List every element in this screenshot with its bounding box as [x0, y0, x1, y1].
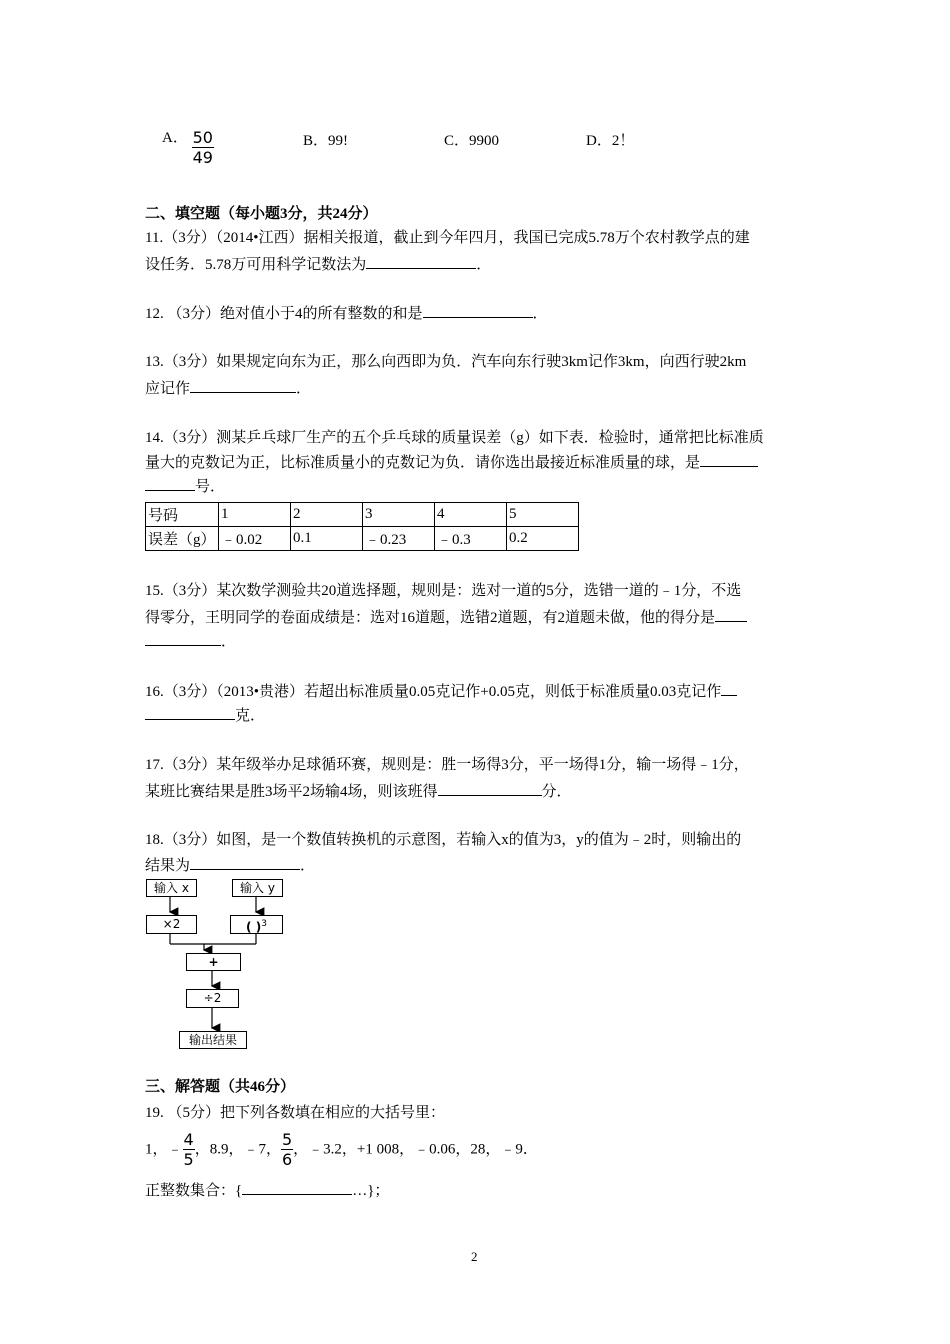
q15-text: 得零分，王明同学的卷面成绩是：选对16道题，选错2道题，有2道题未做，他的得分是	[145, 610, 716, 626]
cube-box	[230, 915, 283, 934]
q19-set-label: 正整数集合：{	[145, 1183, 243, 1199]
q11-line1: 11.（3分）（2014•江西）据相关报道，截止到今年四月，我国已完成5.78万个农村教学点的建	[145, 230, 750, 246]
q19-seq-b: ，8.9，﹣7，	[194, 1141, 281, 1158]
choice-a-numerator: 50	[192, 128, 213, 147]
times2-box	[146, 915, 197, 934]
q16-text: 16.（3分）（2013•贵港）若超出标准质量0.05克记作+0.05克，则低于标准质量0.03克记作	[145, 684, 722, 700]
input-x-label: 输入 x	[154, 881, 189, 895]
cube-label: ( )	[246, 920, 262, 934]
table-cell: ﹣0.3	[435, 527, 507, 551]
q19-fraction-1	[183, 1130, 195, 1169]
q18-text: 结果为	[145, 858, 191, 874]
q19-seq-c: ，﹣3.2，+1 008，﹣0.06，28，﹣9．	[293, 1141, 538, 1158]
q17-end: 分．	[541, 784, 572, 800]
table-cell: ﹣0.02	[219, 527, 291, 551]
div2-box	[186, 989, 239, 1008]
cube-exponent: 3	[261, 919, 267, 929]
section2-title: 二、填空题（每小题3分，共24分）	[145, 206, 378, 222]
table-cell: 0.2	[507, 527, 579, 551]
q12-text: 12. （3分）绝对值小于4的所有整数的和是	[145, 306, 423, 322]
choice-c: C．9900	[444, 133, 500, 149]
q14-line1: 14.（3分）测某乒乓球厂生产的五个乒乓球的质量误差（g）如下表．检验时，通常把比标准质	[145, 430, 764, 446]
input-y-label: 输入 y	[240, 881, 275, 895]
table-cell: 5	[507, 503, 579, 527]
q19-set-line	[145, 1180, 389, 1201]
choice-b: B．99!	[303, 133, 349, 149]
table-cell: 3	[363, 503, 435, 527]
choice-a-denominator: 49	[192, 148, 213, 167]
q19-line1: 19. （5分）把下列各数填在相应的大括号里：	[145, 1105, 446, 1121]
plus-label: +	[208, 955, 219, 969]
q18-end: ．	[300, 858, 316, 874]
q13-end: ．	[296, 381, 312, 397]
choice-a-label: A．	[162, 130, 188, 146]
q11-text: 设任务．5.78万可用科学记数法为	[145, 257, 367, 273]
table-cell: ﹣0.23	[363, 527, 435, 551]
q17-text: 某班比赛结果是胜3场平2场输4场，则该班得	[145, 784, 438, 800]
q12-end: ．	[532, 306, 548, 322]
input-x-box	[146, 879, 197, 897]
section3-title: 三、解答题（共46分）	[145, 1079, 296, 1095]
table-cell: 2	[291, 503, 363, 527]
table-cell: 4	[435, 503, 507, 527]
q19-fraction-2	[281, 1130, 293, 1169]
output-box	[179, 1031, 247, 1049]
q15-line1: 15.（3分）某次数学测验共20道选择题，规则是：选对一道的5分，选错一道的﹣1分，不选	[145, 583, 742, 599]
q19-numbers	[145, 1130, 538, 1169]
q19-fraction-1-num: 4	[183, 1130, 194, 1149]
table-cell: 1	[219, 503, 291, 527]
q19-fraction-2-den: 6	[281, 1150, 293, 1169]
q16-end: 克．	[235, 708, 266, 724]
q14-end: 号．	[195, 479, 226, 495]
q19-set-end: …}；	[352, 1183, 390, 1199]
table-cell: 误差（g）	[146, 527, 219, 551]
q18-line1: 18.（3分）如图，是一个数值转换机的示意图，若输入x的值为3，y的值为﹣2时，则输出的	[145, 832, 742, 848]
q13-text: 应记作	[145, 381, 191, 397]
choice-d: D．2！	[586, 133, 635, 149]
table-cell: 号码	[146, 503, 219, 527]
q14-text: 量大的克数记为正，比标准质量小的克数记为负．请你选出最接近标准质量的球，是	[145, 455, 701, 471]
q13-line1: 13.（3分）如果规定向东为正，那么向西即为负．汽车向东行驶3km记作3km，向西行驶2km	[145, 354, 747, 370]
plus-box	[186, 953, 241, 971]
q19-fraction-2-num: 5	[281, 1130, 293, 1149]
q11-end: ．	[476, 257, 492, 273]
div2-label: ÷2	[203, 991, 222, 1005]
q15-end: ．	[221, 634, 237, 650]
table-cell: 0.1	[291, 527, 363, 551]
output-label: 输出结果	[188, 1033, 237, 1047]
q19-answer-blank	[242, 1180, 352, 1195]
input-y-box	[232, 879, 283, 897]
q17-line1: 17.（3分）某年级举办足球循环赛，规则是：胜一场得3分，平一场得1分，输一场得﹣1分，	[145, 757, 749, 773]
q19-seq-a: 1，﹣	[145, 1141, 183, 1158]
page-number: 2	[471, 1249, 478, 1264]
q19-fraction-1-den: 5	[183, 1150, 194, 1169]
times2-label: ×2	[162, 917, 181, 931]
